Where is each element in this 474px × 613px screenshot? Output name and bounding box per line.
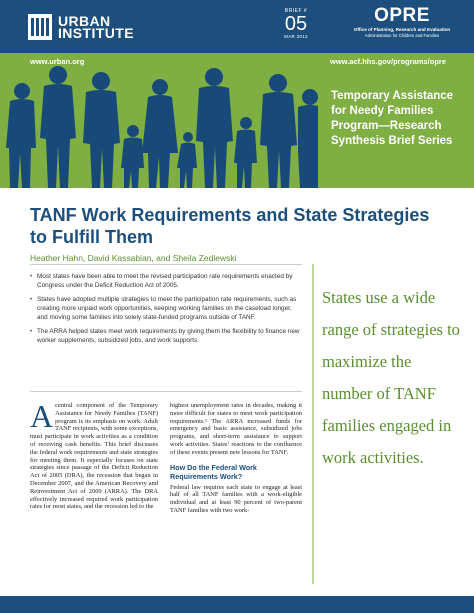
body-paragraph: central component of the Temporary Assistance for Needy Families (TANF) program is its emphasis on work. Adult TANF recipients, with some exceptions, must participate in work activities as a condition of receiving cash benefits. This brief discusses the federal work requirements and state strategies for meeting them. It especially focuses on state strategies since passage of the Deficit Reduction Act of 2005 (DRA), the recession that began in December 2007, and the American Recovery and Reinvestment Act of 2009 (ARRA). The DRA effectively increased required work participation rates for most states, and the recession led to the [30,402,158,511]
hero-banner [0,53,474,188]
key-finding-item: • States have adopted multiple strategies to meet the participation rate requirements, such as creating more unpaid work opportunities, keeping working families on the caseload longer, and moving some families into solely state-funded programs outside of TANF. [30,295,302,322]
series-title: Temporary Assistance for Needy Families Program—Research Synthesis Brief Series [331,90,454,147]
body-column-1 [30,398,158,511]
article-title: TANF Work Requirements and State Strategies to Fulfill Them [30,205,430,247]
urban-institute-logo[interactable] [28,14,178,42]
urban-institute-wordmark [58,15,134,39]
brief-label: BRIEF # [284,8,308,14]
urban-institute-logo-icon [28,14,52,40]
key-finding-item: • Most states have been able to meet the revised participation rate requirements enacted by Congress under the Deficit Reduction Act of 2005. [30,272,302,290]
brief-date: MAR 2012 [284,34,308,39]
body-paragraph: Federal law requires each state to engage at least half of all TANF families with a work-eligible individual and at least 90 percent of two-parent TANF families with two work- [170,483,302,514]
opre-logo[interactable] [338,6,466,48]
body-paragraph: highest unemployment rates in decades, making it more difficult for states to meet work participation requirements.¹ The ARRA increased funds for emergency and basic assistance, subsidized jobs programs, and short-term assistance to support work activities. States’ reactions to the confluence of these events present new lessons for TANF. [170,402,302,456]
key-findings-list [30,272,302,350]
drop-cap: A [30,398,54,434]
article-authors: Heather Hahn, David Kassabian, and Sheila Zedlewski [30,253,237,263]
section-subheading: How Do the Federal Work Requirements Work? [170,462,257,481]
divider [30,391,302,392]
top-header-bar [0,0,474,53]
brief-number-block [277,8,315,39]
pull-quote: States use a wide range of strategies to maximize the number of TANF families engaged in work activities. [322,288,460,467]
opre-url-link[interactable]: www.acf.hhs.gov/programs/opre [330,57,446,66]
pullquote-rule [312,264,314,584]
opre-subtitle: Office of Planning, Research and Evaluation [353,27,451,32]
family-silhouettes-image [0,53,318,188]
logo-line-1: URBAN [58,13,111,29]
divider [30,264,302,265]
opre-agency: Administration for Children and Families [364,33,440,38]
footer-bar [0,596,474,613]
brief-number: 05 [284,13,308,35]
body-column-2 [170,402,302,515]
logo-line-2: INSTITUTE [58,25,134,41]
opre-wordmark: OPRE [374,5,430,26]
urban-url-link[interactable]: www.urban.org [30,57,85,66]
key-finding-item: • The ARRA helped states meet work requirements by giving them the flexibility to finance new worker supplements, subsidized jobs, and work supports. [30,327,302,345]
